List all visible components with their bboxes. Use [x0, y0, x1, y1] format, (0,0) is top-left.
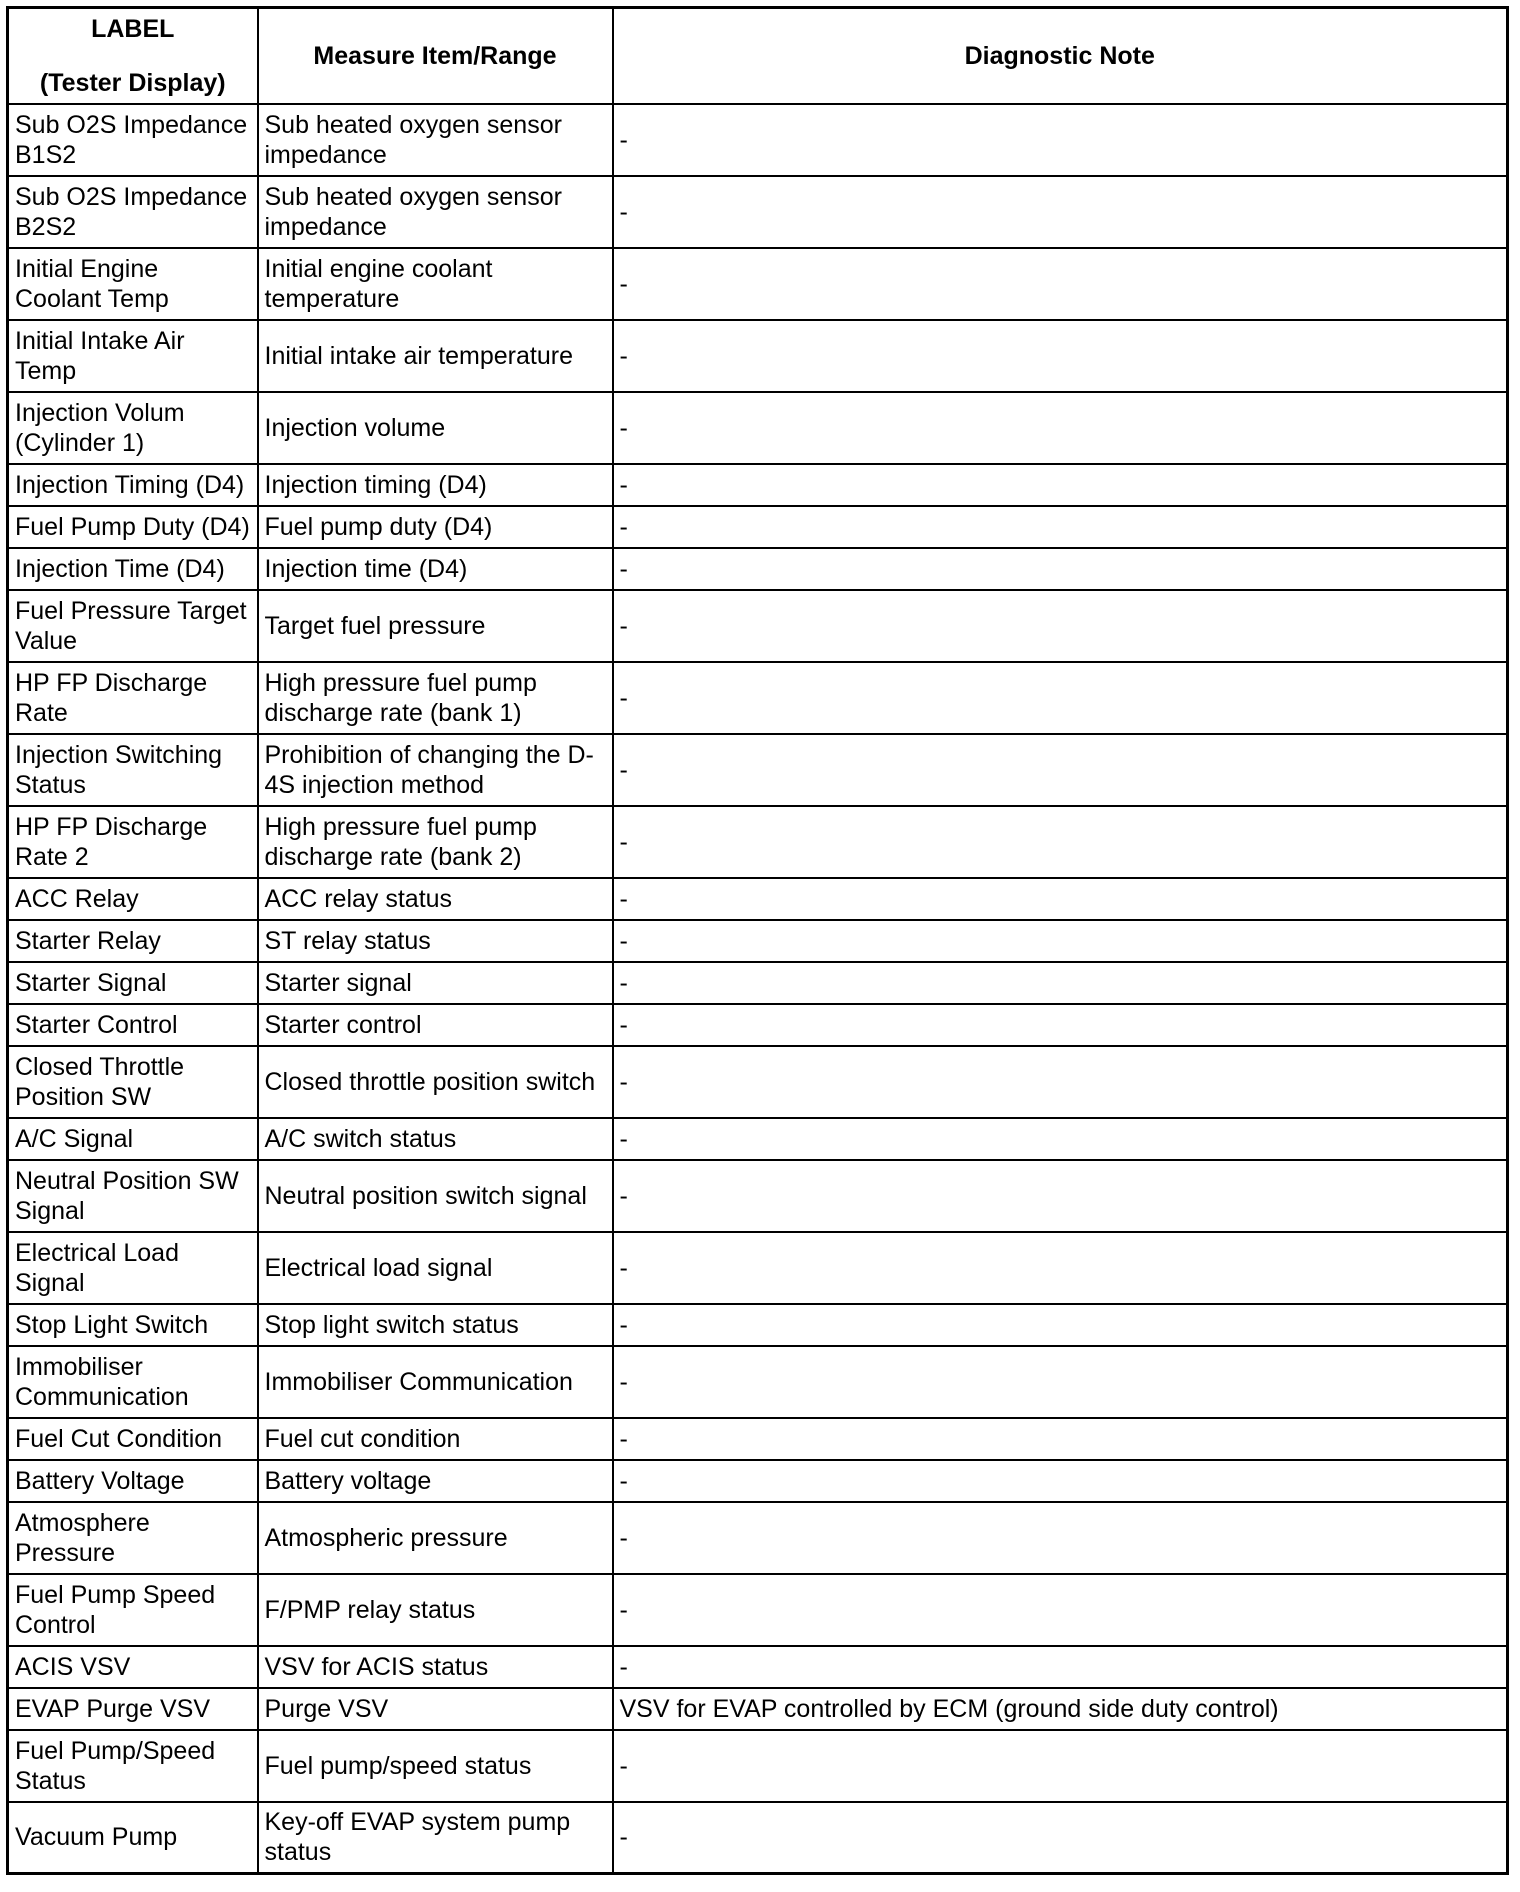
- cell-label: Initial Engine Coolant Temp: [8, 248, 258, 320]
- cell-measure: Starter control: [258, 1004, 613, 1046]
- cell-label: Injection Timing (D4): [8, 464, 258, 506]
- cell-note: -: [613, 1802, 1508, 1874]
- header-note: Diagnostic Note: [613, 8, 1508, 104]
- data-list-table-container: [6, 6, 1509, 1875]
- cell-label: Starter Relay: [8, 920, 258, 962]
- cell-measure: F/PMP relay status: [258, 1574, 613, 1646]
- cell-label: Injection Volum (Cylinder 1): [8, 392, 258, 464]
- cell-note: -: [613, 806, 1508, 878]
- cell-label: A/C Signal: [8, 1118, 258, 1160]
- cell-label: Stop Light Switch: [8, 1304, 258, 1346]
- table-row: [8, 1502, 1508, 1574]
- cell-label: Sub O2S Impedance B2S2: [8, 176, 258, 248]
- cell-note: -: [613, 1304, 1508, 1346]
- cell-label: Immobiliser Communication: [8, 1346, 258, 1418]
- cell-label: Starter Signal: [8, 962, 258, 1004]
- table-row: [8, 1304, 1508, 1346]
- table-row: [8, 734, 1508, 806]
- cell-label: HP FP Discharge Rate: [8, 662, 258, 734]
- cell-measure: ST relay status: [258, 920, 613, 962]
- cell-note: -: [613, 590, 1508, 662]
- cell-measure: Injection time (D4): [258, 548, 613, 590]
- cell-label: Electrical Load Signal: [8, 1232, 258, 1304]
- cell-note: -: [613, 1418, 1508, 1460]
- cell-note: -: [613, 1346, 1508, 1418]
- cell-label: Fuel Cut Condition: [8, 1418, 258, 1460]
- cell-note: -: [613, 1730, 1508, 1802]
- cell-measure: Electrical load signal: [258, 1232, 613, 1304]
- table-row: [8, 1688, 1508, 1730]
- cell-note: -: [613, 104, 1508, 176]
- table-row: [8, 1160, 1508, 1232]
- table-row: [8, 1460, 1508, 1502]
- cell-label: Fuel Pressure Target Value: [8, 590, 258, 662]
- table-row: [8, 1730, 1508, 1802]
- cell-note: -: [613, 734, 1508, 806]
- cell-measure: Purge VSV: [258, 1688, 613, 1730]
- cell-measure: Fuel pump duty (D4): [258, 506, 613, 548]
- table-row: [8, 1004, 1508, 1046]
- table-row: [8, 1118, 1508, 1160]
- cell-note: -: [613, 1118, 1508, 1160]
- cell-note: -: [613, 392, 1508, 464]
- cell-measure: Key-off EVAP system pump status: [258, 1802, 613, 1874]
- cell-measure: A/C switch status: [258, 1118, 613, 1160]
- table-row: [8, 464, 1508, 506]
- header-label-line2: (Tester Display): [39, 68, 226, 97]
- cell-note: VSV for EVAP controlled by ECM (ground side duty control): [613, 1688, 1508, 1730]
- cell-measure: Injection volume: [258, 392, 613, 464]
- table-row: [8, 878, 1508, 920]
- cell-measure: Sub heated oxygen sensor impedance: [258, 176, 613, 248]
- cell-label: EVAP Purge VSV: [8, 1688, 258, 1730]
- cell-note: -: [613, 1160, 1508, 1232]
- cell-measure: Initial engine coolant temperature: [258, 248, 613, 320]
- cell-measure: Prohibition of changing the D-4S injection method: [258, 734, 613, 806]
- cell-note: -: [613, 1046, 1508, 1118]
- cell-label: Vacuum Pump: [8, 1802, 258, 1874]
- cell-label: Atmosphere Pressure: [8, 1502, 258, 1574]
- cell-note: -: [613, 506, 1508, 548]
- cell-label: Starter Control: [8, 1004, 258, 1046]
- cell-note: -: [613, 464, 1508, 506]
- cell-measure: Atmospheric pressure: [258, 1502, 613, 1574]
- cell-measure: Injection timing (D4): [258, 464, 613, 506]
- table-row: [8, 1232, 1508, 1304]
- cell-measure: High pressure fuel pump discharge rate (bank 1): [258, 662, 613, 734]
- table-row: [8, 248, 1508, 320]
- cell-label: Closed Throttle Position SW: [8, 1046, 258, 1118]
- table-header-row: [8, 8, 1508, 104]
- table-row: [8, 548, 1508, 590]
- table-row: [8, 1646, 1508, 1688]
- cell-note: -: [613, 662, 1508, 734]
- cell-label: Neutral Position SW Signal: [8, 1160, 258, 1232]
- cell-measure: ACC relay status: [258, 878, 613, 920]
- table-row: [8, 392, 1508, 464]
- cell-measure: Starter signal: [258, 962, 613, 1004]
- cell-note: -: [613, 1232, 1508, 1304]
- cell-label: HP FP Discharge Rate 2: [8, 806, 258, 878]
- cell-label: Injection Switching Status: [8, 734, 258, 806]
- cell-note: -: [613, 1502, 1508, 1574]
- cell-measure: Battery voltage: [258, 1460, 613, 1502]
- cell-label: Battery Voltage: [8, 1460, 258, 1502]
- table-row: [8, 320, 1508, 392]
- cell-measure: Closed throttle position switch: [258, 1046, 613, 1118]
- cell-measure: Target fuel pressure: [258, 590, 613, 662]
- table-row: [8, 806, 1508, 878]
- header-label-line1: LABEL: [91, 14, 175, 43]
- table-row: [8, 1418, 1508, 1460]
- table-row: [8, 506, 1508, 548]
- cell-note: -: [613, 1004, 1508, 1046]
- cell-measure: Neutral position switch signal: [258, 1160, 613, 1232]
- cell-measure: VSV for ACIS status: [258, 1646, 613, 1688]
- cell-measure: Immobiliser Communication: [258, 1346, 613, 1418]
- cell-measure: Fuel pump/speed status: [258, 1730, 613, 1802]
- data-list-table: [6, 6, 1509, 1875]
- cell-measure: Fuel cut condition: [258, 1418, 613, 1460]
- table-row: [8, 962, 1508, 1004]
- table-row: [8, 662, 1508, 734]
- cell-label: ACIS VSV: [8, 1646, 258, 1688]
- cell-measure: Sub heated oxygen sensor impedance: [258, 104, 613, 176]
- table-row: [8, 176, 1508, 248]
- cell-note: -: [613, 176, 1508, 248]
- cell-note: -: [613, 962, 1508, 1004]
- cell-label: Injection Time (D4): [8, 548, 258, 590]
- header-measure: Measure Item/Range: [258, 8, 613, 104]
- cell-label: Initial Intake Air Temp: [8, 320, 258, 392]
- table-row: [8, 1574, 1508, 1646]
- table-row: [8, 104, 1508, 176]
- cell-measure: Stop light switch status: [258, 1304, 613, 1346]
- cell-measure: Initial intake air temperature: [258, 320, 613, 392]
- cell-note: -: [613, 320, 1508, 392]
- table-row: [8, 1346, 1508, 1418]
- cell-note: -: [613, 1460, 1508, 1502]
- cell-note: -: [613, 548, 1508, 590]
- cell-note: -: [613, 1574, 1508, 1646]
- table-row: [8, 1046, 1508, 1118]
- cell-label: Fuel Pump/Speed Status: [8, 1730, 258, 1802]
- cell-note: -: [613, 920, 1508, 962]
- table-row: [8, 1802, 1508, 1874]
- cell-measure: High pressure fuel pump discharge rate (bank 2): [258, 806, 613, 878]
- cell-label: Sub O2S Impedance B1S2: [8, 104, 258, 176]
- cell-label: Fuel Pump Speed Control: [8, 1574, 258, 1646]
- table-row: [8, 920, 1508, 962]
- header-label: [8, 8, 258, 104]
- table-row: [8, 590, 1508, 662]
- cell-label: ACC Relay: [8, 878, 258, 920]
- cell-note: -: [613, 248, 1508, 320]
- cell-label: Fuel Pump Duty (D4): [8, 506, 258, 548]
- cell-note: -: [613, 1646, 1508, 1688]
- cell-note: -: [613, 878, 1508, 920]
